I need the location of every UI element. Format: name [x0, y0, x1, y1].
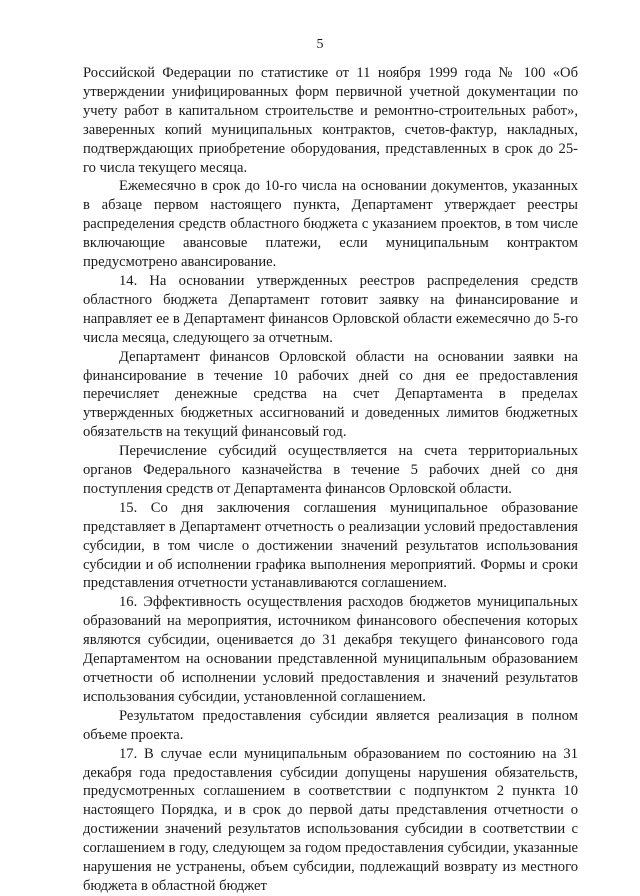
- paragraph-monthly-registers: Ежемесячно в срок до 10-го числа на основании документов, указанных в абзаце первом настоящего пункта, Департамент утверждает реестры распределения средств областного бюджета с указанием проектов, в том числе включающие авансовые платежи, если муниципальным контрактом предусмотрено авансирование.: [83, 178, 578, 271]
- paragraph-subsidy-transfer: Перечисление субсидий осуществляется на счета территориальных органов Федерального казначейства в течение 5 рабочих дней со дня поступления средств от Департамента финансов Орловской области.: [83, 443, 578, 497]
- page-number: 5: [316, 37, 324, 52]
- paragraph-item-17: 17. В случае если муниципальным образованием по состоянию на 31 декабря года предоставления субсидии допущены нарушения обязательств, предусмотренных соглашением в соответствии с подпунктом 2 пункта 10 настоящего Порядка, и в срок до первой даты представления отчетности о достижении значений результатов использования субсидии в соответствии с соглашением в году, следующем за годом предоставления субсидии, указанные нарушения не устранены, объем субсидии, подлежащий возврату из местного бюджета в областной бюджет: [83, 745, 578, 894]
- paragraph-item-16: 16. Эффективность осуществления расходов бюджетов муниципальных образований на мероприятия, источником финансового обеспечения которых являются субсидии, оценивается до 31 декабря текущего финансового года Департаментом на основании представленной муниципальным образованием отчетности об исполнении условий предоставления и значений результатов использования субсидии, установленной соглашением.: [83, 594, 578, 705]
- paragraph-subsidy-result: Результатом предоставления субсидии является реализация в полном объеме проекта.: [83, 707, 578, 743]
- paragraph-finance-department: Департамент финансов Орловской области на основании заявки на финансирование в течение 10 рабочих дней со дня ее предоставления перечисляет денежные средства на счет Департамента в пределах утвержденных бюджетных ассигнований и доведенных лимитов бюджетных обязательств на текущий финансовый год.: [83, 348, 578, 441]
- paragraph-item-14: 14. На основании утвержденных реестров распределения средств областного бюджета Департамент готовит заявку на финансирование и направляет ее в Департамент финансов Орловской области ежемесячно до 5-го числа месяца, следующего за отчетным.: [83, 272, 578, 346]
- paragraph-continuation: Российской Федерации по статистике от 11 ноября 1999 года № 100 «Об утверждении унифицированных форм первичной учетной документации по учету работ в капитальном строительстве и ремонтно-строительных работ», заверенных копий муниципальных контрактов, счетов-фактур, накладных, подтверждающих приобретение оборудования, представленных в срок до 25-го числа текущего месяца.: [83, 65, 578, 176]
- paragraph-item-15: 15. Со дня заключения соглашения муниципальное образование представляет в Департамент отчетность о реализации условий предоставления субсидии, в том числе о достижении значений результатов использования субсидии и об исполнении графика выполнения мероприятий. Формы и сроки представления отчетности устанавливаются соглашением.: [83, 499, 578, 592]
- document-body: [83, 64, 578, 896]
